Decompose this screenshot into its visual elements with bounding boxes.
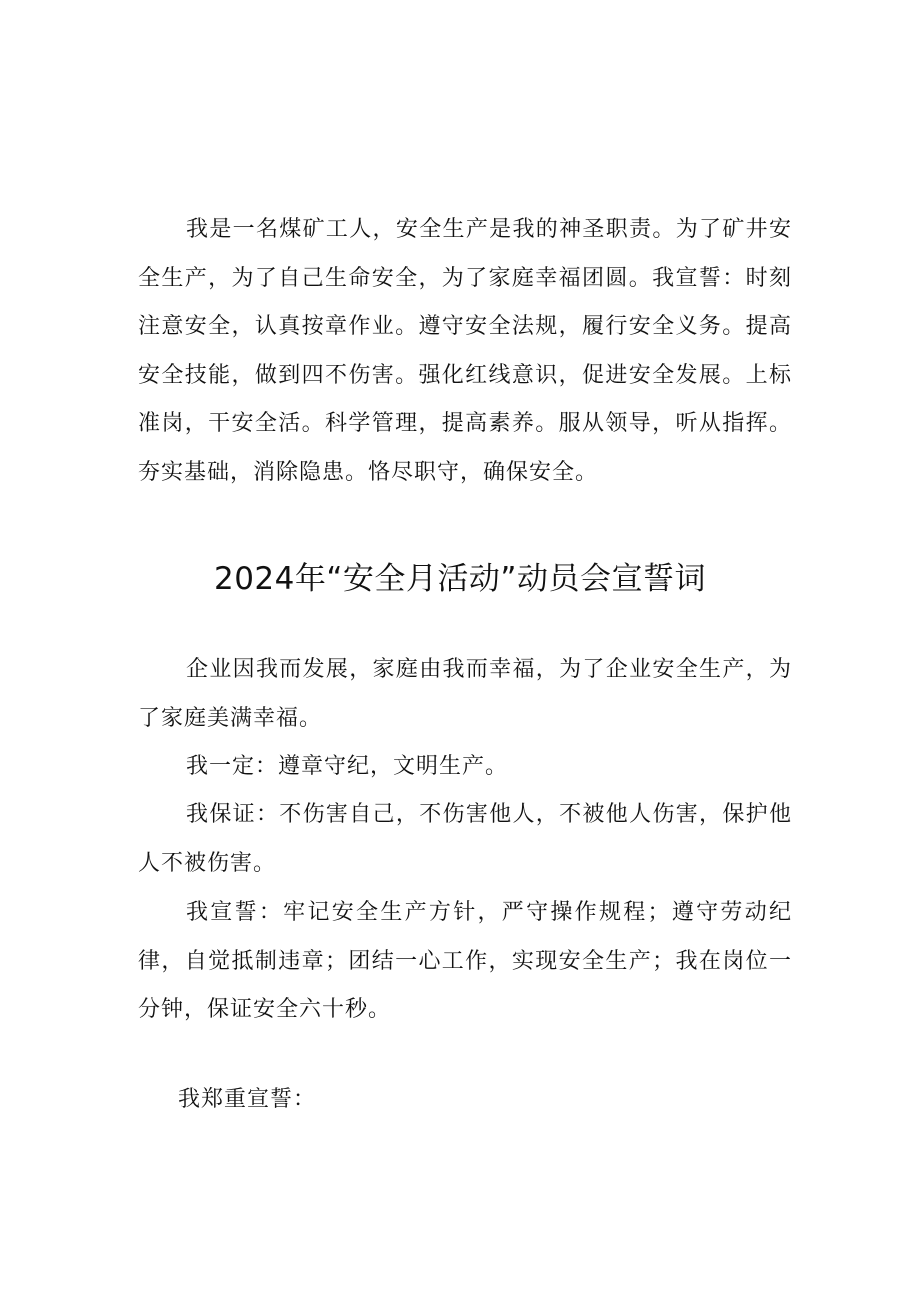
paragraph-pledge-one: 我一定：遵章守纪，文明生产。 (186, 754, 509, 779)
section-title: 2024年“安全月活动”动员会宣誓词 (213, 561, 706, 597)
paragraph-guarantee: 我保证：不伤害自己，不伤害他人，不被他人伤害，保护他人不被伤害。 (138, 802, 792, 876)
closing-line: 我郑重宣誓： (178, 1087, 317, 1112)
paragraph-enterprise: 企业因我而发展，家庭由我而幸福，为了企业安全生产，为了家庭美满幸福。 (138, 657, 792, 731)
intro-paragraph: 我是一名煤矿工人，安全生产是我的神圣职责。为了矿井安全生产，为了自己生命安全，为了家庭幸福团圆。我宣誓：时刻注意安全，认真按章作业。遵守安全法规，履行安全义务。提高安全技能，做到四不伤害。强化红线意识，促进安全发展。上标准岗，干安全活。科学管理，提高素养。服从领导，听从指挥。夯实基础，消除隐患。恪尽职守，确保安全。 (138, 217, 792, 485)
paragraph-oath: 我宣誓：牢记安全生产方针，严守操作规程；遵守劳动纪律，自觉抵制违章；团结一心工作，实现安全生产；我在岗位一分钟，保证安全六十秒。 (138, 900, 792, 1022)
